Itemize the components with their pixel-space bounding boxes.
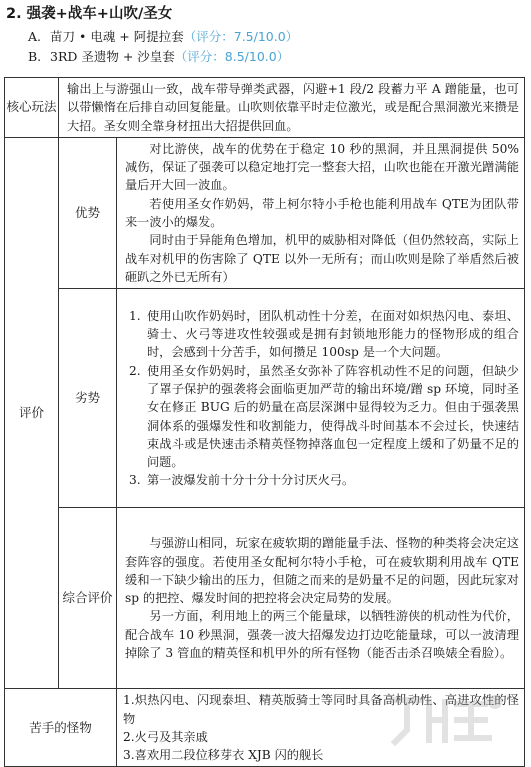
option-a (28, 28, 298, 46)
list-item (125, 471, 519, 489)
label-evaluation: 评价 (5, 137, 59, 688)
advantage-paragraph: 同时由于异能角色增加，机甲的威胁相对降低（但仍然较高，实际上战车对机甲的伤害除了 QTE 以外一无所有；而山吹则是除了举盾然后被砸趴之外已无所有） (125, 233, 519, 284)
list-item: 1.炽热闪电、闪现泰坦、精英版骑士等同时具备高机动性、高进攻性的怪物 (123, 693, 519, 726)
item-text: 使用山吹作奶妈时，团队机动性十分差，在面对如炽热闪电、泰坦、骑士、火弓等进攻性较强或是拥有封锁地形能力的怪物形成的组合时，会感到十分苦手，如何攒足 100sp 是一个大问题。 (147, 308, 519, 360)
advantage-paragraph: 对比游侠，战车的优势在于稳定 10 秒的黑洞，并且黑洞提供 50%减伤，保证了强袭可以稳定地打完一整套大招，山吹也能在开激光蹭满能量后开大回一波血。 (125, 141, 519, 193)
row-core-gameplay (5, 78, 525, 138)
item-number: 2. (129, 363, 141, 378)
label-advantages: 优势 (59, 137, 117, 288)
advantages-text (117, 137, 525, 288)
row-advantages (5, 137, 525, 288)
list-item (125, 362, 519, 472)
disadvantages-text (117, 289, 525, 508)
disadvantage-list (125, 307, 519, 490)
download-site-logo-icon (385, 690, 505, 756)
overall-label-text: 综合评价 (62, 590, 113, 606)
label-tough-monsters: 苦手的怪物 (5, 689, 117, 767)
option-b (28, 48, 289, 66)
overall-paragraph: 与强游山相同，玩家在疲软期的蹭能量手法、怪物的种类将会决定这套阵容的强度。若使用圣女配柯尔特小手枪，可在疲软期利用战车 QTE 缓和一下缺少输出的压力，但随之而来的是奶量不足的问题，因此玩家对 sp 的把控、爆发时间的把控将会决定局势的发展。 (125, 536, 519, 606)
item-text: 第一波爆发前十分十分十分讨厌火弓。 (147, 473, 355, 488)
advantage-paragraph: 若使用圣女作奶妈，带上柯尔特小手枪也能利用战车 QTE为团队带来一波小的爆发。 (125, 196, 519, 230)
overall-paragraph: 另一方面，利用地上的两三个能量球，以牺牲游侠的机动性为代价，配合战车 10 秒黑洞，强袭一波大招爆发边打边吃能量球，可以一波清理掉除了 3 管血的精英怪和机甲外的所有怪物（能否击杀召唤婊全看脸）。 (125, 609, 519, 660)
overall-text (117, 508, 525, 689)
section-title: 2. 强袭+战车+山吹/圣女 (6, 6, 173, 22)
row-overall (5, 508, 525, 689)
strategy-table (4, 77, 525, 767)
list-item (125, 307, 519, 362)
core-gameplay-paragraph: 输出上与游强山一致，战车带导弹类武器，闪避+1 段/2 段蓄力平 A 蹭能量，也可以带懒惰在后排自动回复能量。山吹则依靠平时走位激光，或是配合黑洞激光来攒是大招。圣女则全靠身材扭出大招提供回血。 (67, 82, 519, 133)
option-score: （评分：7.5/10.0） (183, 29, 299, 44)
row-disadvantages (5, 289, 525, 508)
list-item: 2.火弓及其亲戚 (123, 729, 208, 744)
list-item: 3.喜欢用二段位移芽衣 XJB 闪的舰长 (123, 748, 324, 763)
label-core-gameplay: 核心玩法 (5, 78, 59, 138)
option-letter: A. (28, 29, 42, 44)
label-disadvantages: 劣势 (59, 289, 117, 508)
option-score: （评分：8.5/10.0） (174, 49, 290, 64)
option-letter: B. (28, 49, 42, 64)
item-number: 3. (129, 473, 141, 488)
core-gameplay-text (59, 78, 525, 138)
option-text: 3RD 圣遗物 + 沙皇套 (50, 49, 175, 64)
label-overall (59, 508, 117, 689)
option-text: 苗刀 • 电魂 + 阿提拉套 (50, 29, 184, 44)
item-number: 1. (129, 308, 141, 323)
item-text: 使用圣女作奶妈时，虽然圣女弥补了阵容机动性不足的问题，但缺少了罩子保护的强袭将会面临更加严苛的输出环境/蹭 sp 环境，同时圣女在修正 BUG 后的奶量在高层深渊中显得较为乏力。但由于强袭黑洞体系的强爆发性和收割能力，使得战斗时间基本不会过长，快速结束战斗或是快速击杀精英怪物掉落血包一定程度上缓和了奶量不足的问题。 (147, 363, 519, 470)
header (0, 0, 531, 80)
